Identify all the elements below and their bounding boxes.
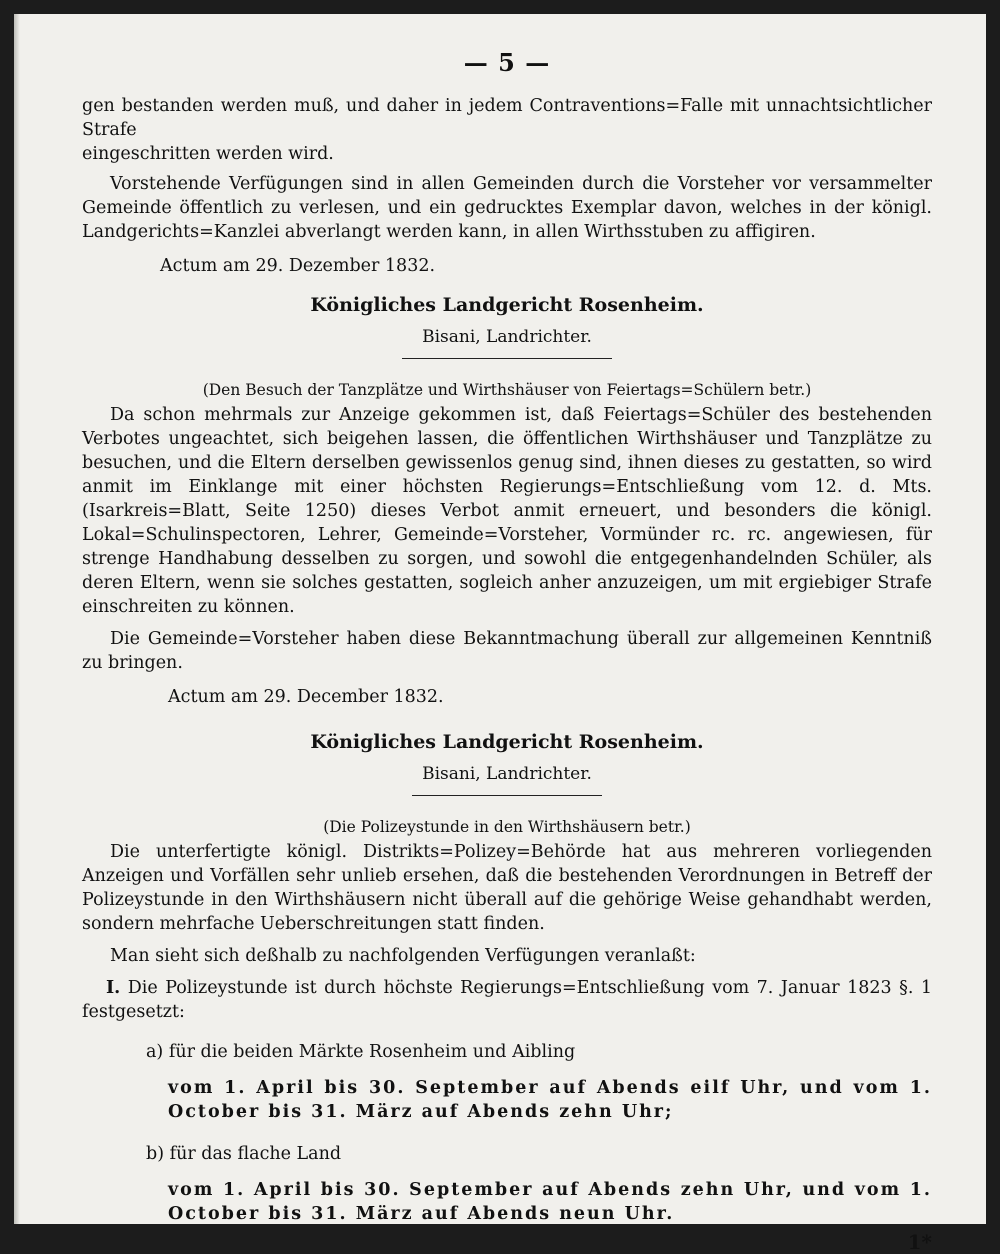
signer-1: Bisani, Landrichter.: [422, 327, 592, 347]
list-item-1-text: Die Polizeystunde ist durch höchste Regierungs=Entschließung vom 7. Januar 1823 §. 1 festgesetzt:: [82, 978, 932, 1022]
list-item-a-times-text: vom 1. April bis 30. September auf Abends eilf Uhr, und vom 1. October bis 31. März auf Abends zehn Uhr;: [168, 1078, 932, 1122]
line-2: eingeschritten werden wird.: [82, 144, 334, 164]
section-divider-1: [402, 358, 612, 359]
actum-date-1: Actum am 29. Dezember 1832.: [160, 256, 436, 276]
list-item-1: [82, 976, 932, 1024]
list-item-b-text: für das flache Land: [169, 1144, 342, 1164]
page-content: [82, 48, 932, 1254]
actum-date-2: Actum am 29. December 1832.: [168, 687, 444, 707]
list-item-1-number: I.: [106, 978, 121, 998]
signature-mark: 1*: [907, 1230, 932, 1254]
subject-line-3: (Die Polizeystunde in den Wirthshäusern betr.): [323, 818, 691, 836]
list-item-a-text: für die beiden Märkte Rosenheim und Aibling: [168, 1042, 576, 1062]
list-item-a-label: a): [146, 1042, 164, 1062]
signer-2: Bisani, Landrichter.: [422, 764, 592, 784]
list-item-b-times: [168, 1178, 932, 1226]
paragraph-polizeystunde: Die unterfertigte königl. Distrikts=Polizey=Behörde hat aus mehreren vorliegenden Anzeigen und Vorfällen sehr unlieb ersehen, daß die bestehenden Verordnungen in Betreff der Polizeystunde in den Wirthshäusern nicht überall auf die gehörige Weise gehandhabt werden, sondern mehrfache Ueberschreitungen statt finden.: [82, 842, 932, 934]
subject-line-2: (Den Besuch der Tanzplätze und Wirthshäuser von Feiertags=Schülern betr.): [202, 381, 812, 399]
scanned-page: [14, 14, 986, 1254]
paragraph-continuation: [82, 94, 932, 166]
list-item-b-times-text: vom 1. April bis 30. September auf Abends zehn Uhr, und vom 1. October bis 31. März auf Abends neun Uhr.: [168, 1180, 932, 1224]
authority-heading-2: Königliches Landgericht Rosenheim.: [310, 731, 704, 753]
section-divider-2: [412, 795, 602, 796]
list-item-a-times: [168, 1076, 932, 1124]
paragraph-feiertagsschueler: Da schon mehrmals zur Anzeige gekommen ist, daß Feiertags=Schüler des bestehenden Verbotes ungeachtet, sich beigehen lassen, die öffentlichen Wirthshäuser und Tanzplätze zu besuchen, und die Eltern derselben gewissenlos genug sind, ihnen dieses zu gestatten, so wird anmit im Einklange mit einer höchsten Regierungs=Entschließung vom 12. d. Mts. (Isarkreis=Blatt, Seite 1250) dieses Verbot anmit erneuert, und besonders die königl. Lokal=Schulinspectoren, Lehrer, Gemeinde=Vorsteher, Vormünder rc. rc. angewiesen, für strenge Handhabung desselben zu sorgen, und sowohl die entgegenhandelnden Schüler, als deren Eltern, wenn sie solches gestatten, sogleich anher anzuzeigen, um mit ergiebiger Strafe einschreiten zu können.: [82, 405, 932, 617]
authority-heading-1: Königliches Landgericht Rosenheim.: [310, 294, 704, 316]
list-item-b: [146, 1142, 932, 1166]
paragraph-verfuegungen: Vorstehende Verfügungen sind in allen Gemeinden durch die Vorsteher vor versammelter Gemeinde öffentlich zu verlesen, und ein gedrucktes Exemplar davon, welches in der königl. Landgerichts=Kanzlei abverlangt werden kann, in allen Wirthsstuben zu affigiren.: [82, 174, 932, 242]
paragraph-gemeinde-vorsteher: Die Gemeinde=Vorsteher haben diese Bekanntmachung überall zur allgemeinen Kenntniß zu bringen.: [82, 629, 932, 673]
paragraph-verfuegungen-intro: Man sieht sich deßhalb zu nachfolgenden Verfügungen veranlaßt:: [110, 946, 696, 966]
page-edge-shadow: [14, 14, 20, 1224]
page-number: — 5 —: [463, 48, 551, 77]
line-1: gen bestanden werden muß, und daher in jedem Contraventions=Falle mit unnachtsichtlicher Strafe: [82, 96, 932, 140]
list-item-a: [146, 1040, 932, 1064]
list-item-b-label: b): [146, 1144, 165, 1164]
